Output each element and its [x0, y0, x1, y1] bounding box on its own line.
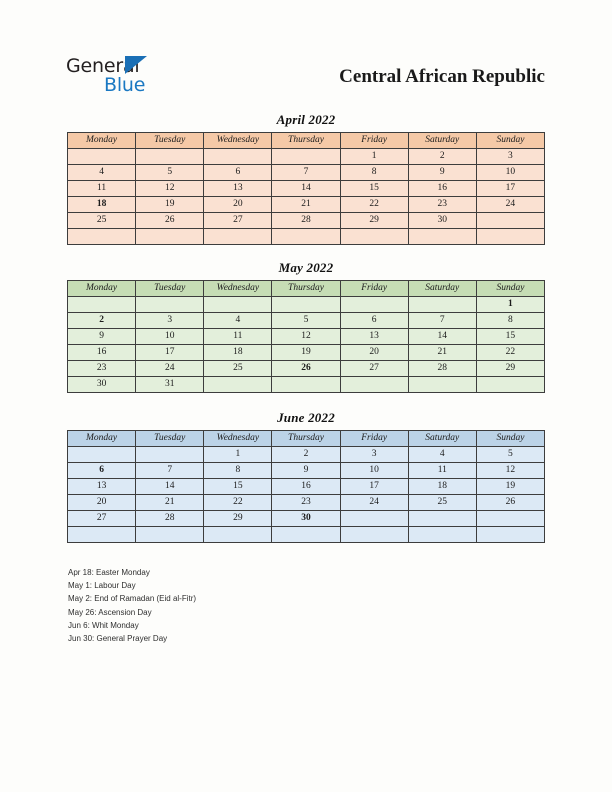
- weekday-header-sunday: Sunday: [476, 133, 544, 149]
- day-cell-empty: [68, 297, 136, 313]
- day-cell-empty: [204, 229, 272, 245]
- day-cell[interactable]: 20: [68, 495, 136, 511]
- day-cell[interactable]: 5: [136, 165, 204, 181]
- calendar-month-april: [67, 112, 545, 245]
- day-cell[interactable]: 6: [204, 165, 272, 181]
- calendar-month-may: [67, 260, 545, 393]
- day-cell[interactable]: 4: [68, 165, 136, 181]
- day-cell[interactable]: 30: [408, 213, 476, 229]
- day-cell-empty: [340, 297, 408, 313]
- day-cell[interactable]: 4: [204, 313, 272, 329]
- day-cell[interactable]: 14: [408, 329, 476, 345]
- day-cell[interactable]: 28: [408, 361, 476, 377]
- weekday-header-tuesday: Tuesday: [136, 431, 204, 447]
- weekday-header-monday: Monday: [68, 133, 136, 149]
- day-cell[interactable]: 15: [204, 479, 272, 495]
- weekday-header-sunday: Sunday: [476, 281, 544, 297]
- day-cell-empty: [340, 527, 408, 543]
- day-cell[interactable]: 31: [136, 377, 204, 393]
- page-header: [0, 0, 612, 105]
- day-cell[interactable]: 13: [68, 479, 136, 495]
- day-cell[interactable]: 20: [340, 345, 408, 361]
- blue-flag-triangle-icon: [125, 56, 147, 74]
- weekday-header-friday: Friday: [340, 281, 408, 297]
- week-row: [68, 181, 545, 197]
- day-cell[interactable]: 7: [408, 313, 476, 329]
- day-cell[interactable]: 29: [476, 361, 544, 377]
- weekday-header-wednesday: Wednesday: [204, 431, 272, 447]
- holiday-item: Apr 18: Easter Monday: [68, 568, 150, 577]
- day-cell[interactable]: 8: [476, 313, 544, 329]
- day-cell[interactable]: 26: [136, 213, 204, 229]
- day-cell-empty: [408, 297, 476, 313]
- day-cell-empty: [272, 149, 340, 165]
- month-grid: [67, 132, 545, 245]
- month-grid: [67, 430, 545, 543]
- week-row: [68, 213, 545, 229]
- weekday-header-thursday: Thursday: [272, 431, 340, 447]
- day-cell[interactable]: 9: [68, 329, 136, 345]
- day-cell[interactable]: 14: [136, 479, 204, 495]
- day-cell-empty: [340, 377, 408, 393]
- day-cell[interactable]: 18: [204, 345, 272, 361]
- day-cell[interactable]: 15: [476, 329, 544, 345]
- day-cell[interactable]: 1: [340, 149, 408, 165]
- week-row: [68, 329, 545, 345]
- day-cell-empty: [476, 511, 544, 527]
- day-cell[interactable]: 19: [136, 197, 204, 213]
- day-cell[interactable]: 12: [476, 463, 544, 479]
- month-title: June 2022: [277, 410, 335, 425]
- day-cell[interactable]: 16: [68, 345, 136, 361]
- week-row: [68, 463, 545, 479]
- day-cell[interactable]: 5: [476, 447, 544, 463]
- day-cell[interactable]: 7: [272, 165, 340, 181]
- day-cell[interactable]: 24: [340, 495, 408, 511]
- day-cell-empty: [68, 149, 136, 165]
- holiday-item: Jun 30: General Prayer Day: [68, 634, 168, 644]
- weekday-header-tuesday: Tuesday: [136, 133, 204, 149]
- day-cell[interactable]: 29: [204, 511, 272, 527]
- day-cell[interactable]: 16: [272, 479, 340, 495]
- day-cell-empty: [340, 229, 408, 245]
- day-cell-empty: [136, 527, 204, 543]
- day-cell-empty: [272, 229, 340, 245]
- day-cell[interactable]: 11: [68, 181, 136, 197]
- day-cell[interactable]: 3: [136, 313, 204, 329]
- week-row: [68, 313, 545, 329]
- day-cell-empty: [204, 149, 272, 165]
- weekday-header-row: [68, 133, 545, 149]
- day-cell[interactable]: 12: [272, 329, 340, 345]
- day-cell[interactable]: 8: [204, 463, 272, 479]
- day-cell[interactable]: 24: [476, 197, 544, 213]
- day-cell-holiday[interactable]: 30: [272, 511, 340, 527]
- day-cell[interactable]: 17: [136, 345, 204, 361]
- week-row: [68, 527, 545, 543]
- day-cell-empty: [68, 447, 136, 463]
- day-cell[interactable]: 16: [408, 181, 476, 197]
- week-row: [68, 447, 545, 463]
- day-cell-empty: [136, 149, 204, 165]
- week-row: [68, 197, 545, 213]
- day-cell[interactable]: 25: [408, 495, 476, 511]
- day-cell-empty: [136, 447, 204, 463]
- day-cell[interactable]: 21: [272, 197, 340, 213]
- day-cell-empty: [136, 229, 204, 245]
- weekday-header-row: [68, 281, 545, 297]
- day-cell[interactable]: 21: [136, 495, 204, 511]
- week-row: [68, 479, 545, 495]
- day-cell-empty: [476, 527, 544, 543]
- week-row: [68, 495, 545, 511]
- day-cell[interactable]: 17: [340, 479, 408, 495]
- weekday-header-saturday: Saturday: [408, 281, 476, 297]
- day-cell[interactable]: 11: [408, 463, 476, 479]
- day-cell[interactable]: 30: [68, 377, 136, 393]
- day-cell-empty: [272, 527, 340, 543]
- day-cell[interactable]: 9: [272, 463, 340, 479]
- holiday-item: May 26: Ascension Day: [68, 607, 152, 617]
- day-cell[interactable]: 23: [68, 361, 136, 377]
- day-cell[interactable]: 26: [476, 495, 544, 511]
- week-row: [68, 345, 545, 361]
- week-row: [68, 165, 545, 181]
- day-cell-empty: [408, 377, 476, 393]
- month-title: April 2022: [276, 112, 336, 127]
- day-cell-empty: [408, 511, 476, 527]
- day-cell[interactable]: 3: [476, 149, 544, 165]
- weekday-header-saturday: Saturday: [408, 133, 476, 149]
- day-cell[interactable]: 25: [68, 213, 136, 229]
- day-cell[interactable]: 1: [204, 447, 272, 463]
- day-cell-empty: [340, 511, 408, 527]
- day-cell-empty: [476, 229, 544, 245]
- day-cell[interactable]: 2: [408, 149, 476, 165]
- day-cell[interactable]: 13: [204, 181, 272, 197]
- day-cell-empty: [204, 527, 272, 543]
- day-cell[interactable]: 4: [408, 447, 476, 463]
- day-cell[interactable]: 11: [204, 329, 272, 345]
- day-cell[interactable]: 22: [204, 495, 272, 511]
- general-blue-logo: [66, 55, 186, 100]
- week-row: [68, 229, 545, 245]
- day-cell-empty: [68, 229, 136, 245]
- weekday-header-saturday: Saturday: [408, 431, 476, 447]
- week-row: [68, 149, 545, 165]
- day-cell[interactable]: 25: [204, 361, 272, 377]
- day-cell[interactable]: 6: [340, 313, 408, 329]
- day-cell[interactable]: 12: [136, 181, 204, 197]
- day-cell[interactable]: 20: [204, 197, 272, 213]
- day-cell-holiday[interactable]: 26: [272, 361, 340, 377]
- week-row: [68, 377, 545, 393]
- day-cell[interactable]: 14: [272, 181, 340, 197]
- weekday-header-friday: Friday: [340, 431, 408, 447]
- holiday-item: May 1: Labour Day: [68, 581, 136, 591]
- weekday-header-sunday: Sunday: [476, 431, 544, 447]
- week-row: [68, 511, 545, 527]
- day-cell[interactable]: 17: [476, 181, 544, 197]
- day-cell[interactable]: 18: [408, 479, 476, 495]
- weekday-header-friday: Friday: [340, 133, 408, 149]
- day-cell[interactable]: 22: [340, 197, 408, 213]
- page-title: Central African Republic: [339, 66, 545, 87]
- holiday-item: May 2: End of Ramadan (Eid al-Fitr): [68, 594, 197, 604]
- day-cell-holiday[interactable]: 2: [68, 313, 136, 329]
- day-cell-holiday[interactable]: 6: [68, 463, 136, 479]
- day-cell[interactable]: 15: [340, 181, 408, 197]
- day-cell[interactable]: 22: [476, 345, 544, 361]
- day-cell[interactable]: 3: [340, 447, 408, 463]
- weekday-header-thursday: Thursday: [272, 281, 340, 297]
- day-cell-empty: [68, 527, 136, 543]
- day-cell[interactable]: 23: [272, 495, 340, 511]
- week-row: [68, 361, 545, 377]
- day-cell[interactable]: 28: [136, 511, 204, 527]
- calendar-month-june: [67, 410, 545, 543]
- day-cell-empty: [476, 377, 544, 393]
- month-grid: [67, 280, 545, 393]
- weekday-header-wednesday: Wednesday: [204, 133, 272, 149]
- day-cell-empty: [408, 229, 476, 245]
- weekday-header-thursday: Thursday: [272, 133, 340, 149]
- day-cell[interactable]: 13: [340, 329, 408, 345]
- day-cell[interactable]: 9: [408, 165, 476, 181]
- day-cell[interactable]: 10: [136, 329, 204, 345]
- day-cell[interactable]: 8: [340, 165, 408, 181]
- day-cell[interactable]: 7: [136, 463, 204, 479]
- day-cell[interactable]: 2: [272, 447, 340, 463]
- day-cell[interactable]: 23: [408, 197, 476, 213]
- month-title: May 2022: [278, 260, 334, 275]
- day-cell[interactable]: 27: [68, 511, 136, 527]
- day-cell-empty: [476, 213, 544, 229]
- weekday-header-wednesday: Wednesday: [204, 281, 272, 297]
- weekday-header-tuesday: Tuesday: [136, 281, 204, 297]
- day-cell[interactable]: 5: [272, 313, 340, 329]
- day-cell[interactable]: 19: [272, 345, 340, 361]
- day-cell-holiday[interactable]: 1: [476, 297, 544, 313]
- holiday-item: Jun 6: Whit Monday: [68, 620, 139, 630]
- day-cell-empty: [272, 297, 340, 313]
- week-row: [68, 297, 545, 313]
- day-cell[interactable]: 21: [408, 345, 476, 361]
- logo-text-blue: Blue: [104, 74, 146, 96]
- weekday-header-monday: Monday: [68, 431, 136, 447]
- day-cell[interactable]: 10: [476, 165, 544, 181]
- day-cell[interactable]: 10: [340, 463, 408, 479]
- day-cell[interactable]: 27: [340, 361, 408, 377]
- day-cell[interactable]: 19: [476, 479, 544, 495]
- day-cell-holiday[interactable]: 18: [68, 197, 136, 213]
- day-cell[interactable]: 24: [136, 361, 204, 377]
- day-cell[interactable]: 28: [272, 213, 340, 229]
- day-cell-empty: [408, 527, 476, 543]
- weekday-header-row: [68, 431, 545, 447]
- holiday-list: [68, 566, 468, 645]
- day-cell[interactable]: 29: [340, 213, 408, 229]
- day-cell-empty: [204, 377, 272, 393]
- logo-text-general: General: [66, 55, 140, 77]
- weekday-header-monday: Monday: [68, 281, 136, 297]
- day-cell-empty: [272, 377, 340, 393]
- day-cell-empty: [204, 297, 272, 313]
- day-cell-empty: [136, 297, 204, 313]
- day-cell[interactable]: 27: [204, 213, 272, 229]
